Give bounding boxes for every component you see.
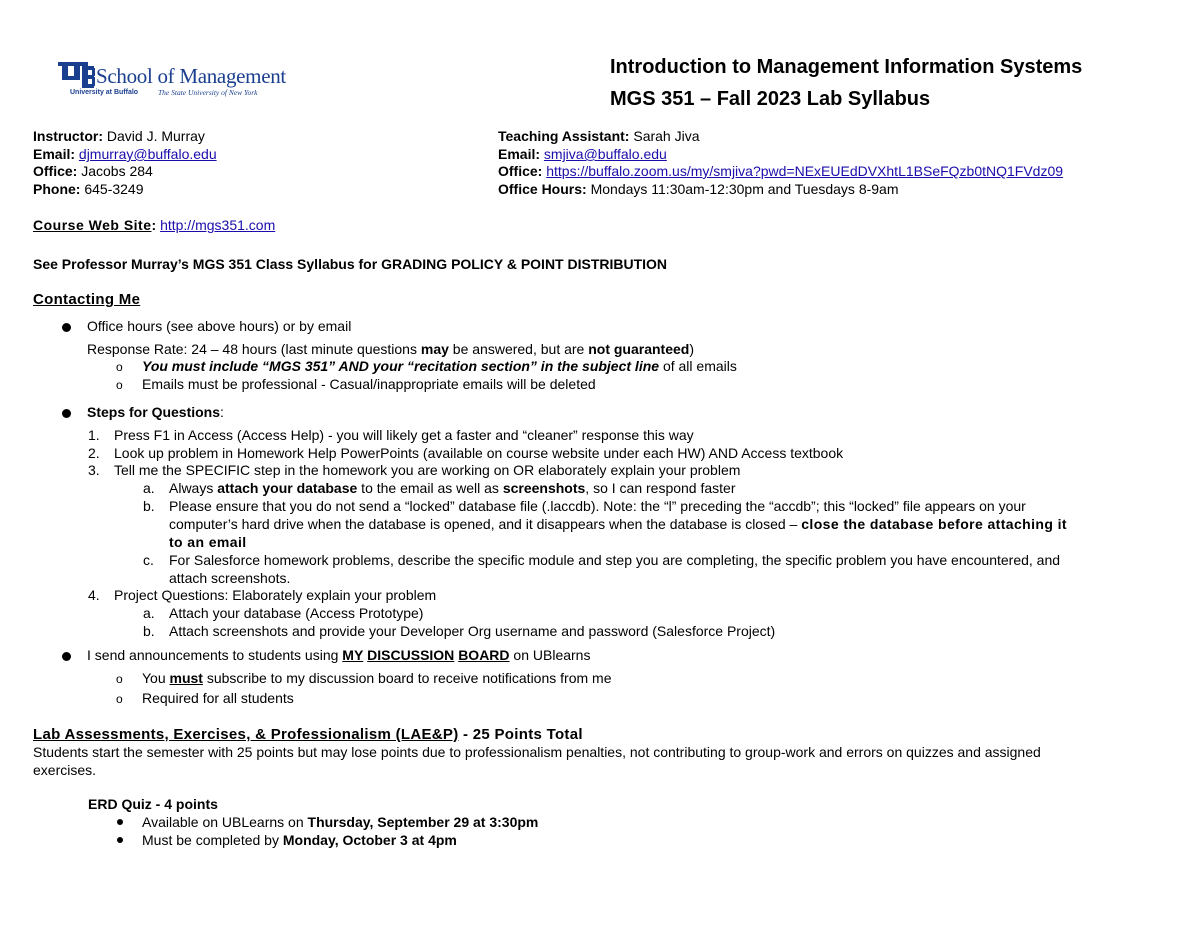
response-text-mid: be answered, but are	[448, 341, 589, 357]
steps-heading	[87, 404, 224, 420]
announce-text: I send announcements to students using	[87, 647, 343, 663]
email-rule-subject	[142, 358, 737, 374]
step-3b-letter: b.	[143, 498, 155, 514]
ta-name: Sarah Jiva	[633, 128, 700, 144]
subscribe-must: must	[169, 670, 203, 686]
instructor-row	[33, 128, 205, 144]
subject-line-rest: of all emails	[659, 358, 737, 374]
instructor-office: Jacobs 284	[81, 163, 153, 179]
grading-note: See Professor Murray’s MGS 351 Class Syllabus for GRADING POLICY & POINT DISTRIBUTION	[33, 256, 668, 272]
ring-bullet-icon: o	[116, 692, 123, 706]
step-3b-line1: Please ensure that you do not send a “locked” database file (.laccdb). Note: the “l” preceding the “accdb”; this “locked” file appears on your	[169, 498, 1026, 514]
ta-label: Teaching Assistant:	[498, 128, 630, 144]
erd-available	[142, 814, 538, 830]
ub-logo-icon	[56, 60, 100, 90]
step-4b-letter: b.	[143, 623, 155, 639]
subscribe-text: You	[142, 670, 170, 686]
office-label: Office:	[33, 163, 78, 179]
step-3c-letter: c.	[143, 552, 154, 568]
step-3b-line2	[169, 516, 1067, 532]
step-1-number: 1.	[88, 427, 100, 443]
course-website-row	[33, 217, 275, 233]
step-3a-text: Always	[169, 480, 218, 496]
step-2-number: 2.	[88, 445, 100, 461]
lae-desc-line2: exercises.	[33, 762, 97, 778]
ta-row	[498, 128, 700, 144]
response-not-guaranteed: not guaranteed	[588, 341, 690, 357]
bullet-icon	[117, 837, 123, 843]
step-3c-line2: attach screenshots.	[169, 570, 291, 586]
announce-my: MY	[342, 647, 364, 663]
website-colon: :	[151, 217, 157, 233]
syllabus-title: MGS 351 – Fall 2023 Lab Syllabus	[610, 88, 931, 110]
step-2: Look up problem in Homework Help PowerPoints (available on course website under each HW) AND Access textbook	[114, 445, 844, 461]
step-3: Tell me the SPECIFIC step in the homework you are working on OR elaborately explain your problem	[114, 462, 741, 478]
step-4-number: 4.	[88, 587, 100, 603]
logo-tagline: The State University of New York	[158, 88, 258, 97]
course-website-link[interactable]: http://mgs351.com	[160, 217, 276, 233]
subscribe-text-end: subscribe to my discussion board to receive notifications from me	[202, 670, 612, 686]
bullet-icon	[62, 323, 71, 332]
erd-due	[142, 832, 457, 848]
step-3c-line1: For Salesforce homework problems, describe the specific module and step you are completing, the specific problem you have encountered, and	[169, 552, 1061, 568]
screenshots-text: screenshots	[502, 480, 586, 496]
ring-bullet-icon: o	[116, 672, 123, 686]
ring-bullet-icon: o	[116, 360, 123, 374]
logo-university: University at Buffalo	[70, 89, 139, 96]
erd-available-text: Available on UBLearns on	[142, 814, 308, 830]
response-text: Response Rate: 24 – 48 hours (last minute questions	[87, 341, 421, 357]
instructor-name: David J. Murray	[106, 128, 205, 144]
lae-points-total: - 25 Points Total	[458, 726, 583, 743]
subscribe-item	[142, 670, 611, 686]
lae-heading-text: Lab Assessments, Exercises, & Professionalism (LAE&P)	[33, 726, 459, 743]
contacting-heading: Contacting Me	[33, 291, 141, 308]
step-3a-text-end: , so I can respond faster	[585, 480, 736, 496]
instructor-office-row	[33, 163, 153, 179]
logo-school-name: School of Management	[96, 64, 286, 88]
ta-hours-row	[498, 181, 899, 197]
ta-hours-label: Office Hours:	[498, 181, 587, 197]
ta-hours: Mondays 11:30am-12:30pm and Tuesdays 8-9am	[590, 181, 899, 197]
step-4a-letter: a.	[143, 605, 155, 621]
erd-due-text: Must be completed by	[142, 832, 283, 848]
step-4a: Attach your database (Access Prototype)	[169, 605, 424, 621]
step-3a-letter: a.	[143, 480, 155, 496]
instructor-email-link[interactable]: djmurray@buffalo.edu	[78, 146, 217, 162]
step-3a	[169, 480, 736, 496]
ta-office-label: Office:	[498, 163, 543, 179]
instructor-phone: 645-3249	[84, 181, 144, 197]
step-3b-line3: to an email	[169, 534, 247, 550]
step-3-number: 3.	[88, 462, 100, 478]
school-logo	[56, 60, 296, 102]
steps-heading-text: Steps for Questions	[87, 404, 221, 420]
course-title: Introduction to Management Information Systems	[610, 56, 1083, 78]
response-rate	[87, 341, 694, 357]
step-3b-text: computer’s hard drive when the database is opened, and it disappears when the database is closed –	[169, 516, 802, 532]
erd-due-date: Monday, October 3 at 4pm	[282, 832, 457, 848]
step-1: Press F1 in Access (Access Help) - you will likely get a faster and “cleaner” response this way	[114, 427, 694, 443]
announcements-item	[87, 647, 590, 663]
lae-heading	[33, 726, 583, 743]
ta-zoom-link[interactable]: https://buffalo.zoom.us/my/smjiva?pwd=NExEUEdDVXhtL1BSeFQzb0tNQ1FVdz09	[546, 163, 1064, 179]
close-database-warning: close the database before attaching it	[801, 516, 1067, 532]
website-label: Course Web Site	[33, 217, 152, 233]
ta-email-label: Email:	[498, 146, 541, 162]
attach-database-text: attach your database	[217, 480, 358, 496]
erd-available-date: Thursday, September 29 at 3:30pm	[307, 814, 539, 830]
step-4b: Attach screenshots and provide your Developer Org username and password (Salesforce Project)	[169, 623, 776, 639]
step-3a-text-mid: to the email as well as	[357, 480, 503, 496]
office-hours-item: Office hours (see above hours) or by email	[87, 318, 352, 334]
erd-quiz-heading: ERD Quiz - 4 points	[88, 796, 218, 812]
ta-email-row	[498, 146, 667, 162]
bullet-icon	[62, 652, 71, 661]
phone-label: Phone:	[33, 181, 81, 197]
announce-board: BOARD	[458, 647, 510, 663]
step-4: Project Questions: Elaborately explain your problem	[114, 587, 437, 603]
steps-colon: :	[220, 404, 224, 420]
announce-text-end: on UBlearns	[509, 647, 591, 663]
announce-discussion: DISCUSSION	[367, 647, 455, 663]
response-may: may	[420, 341, 449, 357]
response-close: )	[689, 341, 695, 357]
ta-email-link[interactable]: smjiva@buffalo.edu	[543, 146, 667, 162]
required-item: Required for all students	[142, 690, 294, 706]
instructor-phone-row	[33, 181, 144, 197]
lae-desc-line1: Students start the semester with 25 points but may lose points due to professionalism penalties, not contributing to group-work and errors on quizzes and assigned	[33, 744, 1041, 760]
ring-bullet-icon: o	[116, 378, 123, 392]
instructor-label: Instructor:	[33, 128, 103, 144]
instructor-email-row	[33, 146, 217, 162]
bullet-icon	[117, 819, 123, 825]
email-rule-professional: Emails must be professional - Casual/inappropriate emails will be deleted	[142, 376, 596, 392]
subject-line-rule: You must include “MGS 351” AND your “recitation section” in the subject line	[142, 358, 660, 374]
email-label: Email:	[33, 146, 76, 162]
bullet-icon	[62, 409, 71, 418]
ta-office-row	[498, 163, 1063, 179]
